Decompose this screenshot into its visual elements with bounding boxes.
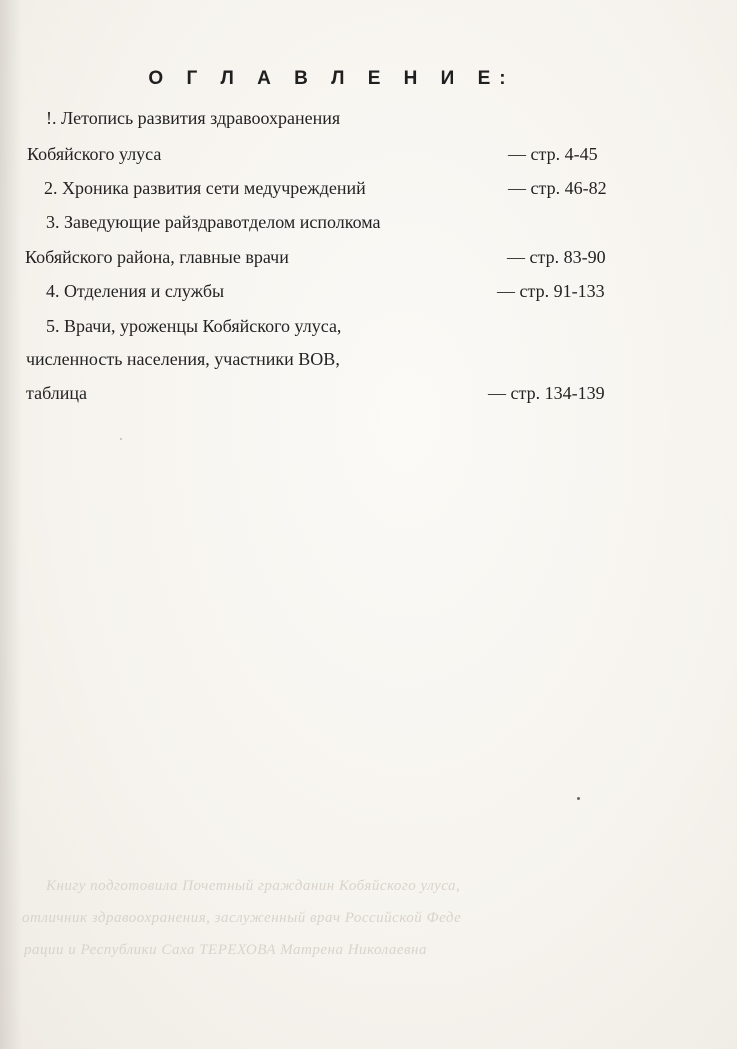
toc-entry-5-page: — стр. 134-139 xyxy=(488,383,605,403)
faded-note-line-1: Книгу подготовила Почетный гражданин Кобяйского улуса, xyxy=(46,878,461,894)
toc-entry-3-page: — стр. 83-90 xyxy=(507,247,606,267)
toc-entry-5-line-3: таблица xyxy=(26,383,88,403)
toc-entry-3-line-1: 3. Заведующие райздравотделом исполкома xyxy=(46,212,381,232)
faded-note-line-2: отличник здравоохранения, заслуженный врач Российской Феде xyxy=(22,910,462,926)
paper-speck xyxy=(120,438,122,440)
faded-note-line-3: рации и Республики Саха ТЕРЕХОВА Матрена Николаевна xyxy=(24,942,427,958)
toc-entry-4-page: — стр. 91-133 xyxy=(497,281,605,301)
toc-title: О Г Л А В Л Е Н И Е: xyxy=(148,68,515,89)
toc-entry-2-line-1: 2. Хроника развития сети медучреждений xyxy=(44,178,366,198)
page-binding-shadow xyxy=(0,0,22,1049)
toc-entry-5-line-2: численность населения, участники ВОВ, xyxy=(26,349,340,369)
toc-entry-2-page: — стр. 46-82 xyxy=(508,178,607,198)
toc-entry-3-line-2: Кобяйского района, главные врачи xyxy=(25,247,289,267)
paper-speck xyxy=(577,797,580,800)
toc-entry-1-page: — стр. 4-45 xyxy=(508,144,598,164)
toc-entry-5-line-1: 5. Врачи, уроженцы Кобяйского улуса, xyxy=(46,316,342,336)
toc-entry-4-line-1: 4. Отделения и службы xyxy=(46,281,225,301)
toc-entry-1-line-2: Кобяйского улуса xyxy=(27,144,162,164)
toc-entry-1-line-1: !. Летопись развития здравоохранения xyxy=(46,108,341,128)
